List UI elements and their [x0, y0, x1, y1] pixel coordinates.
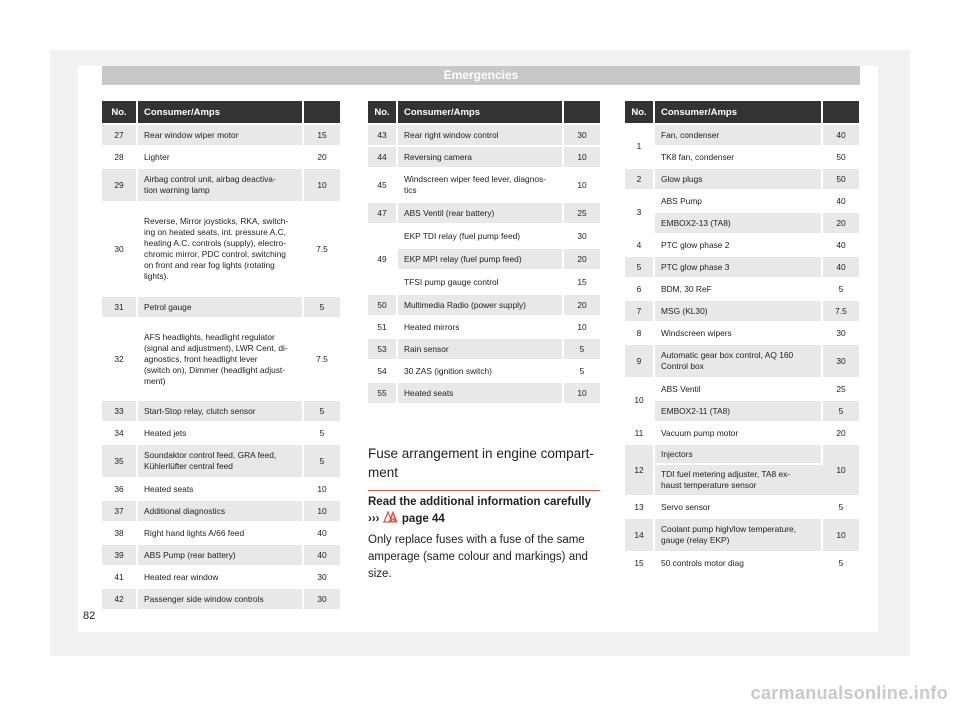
fuse-number: 33: [102, 399, 138, 421]
table-row: [368, 315, 600, 337]
fuse-amps: 20: [564, 247, 600, 269]
fuse-consumer: Glow plugs: [655, 167, 823, 189]
fuse-amps: 10: [564, 381, 600, 403]
table-row: [625, 167, 859, 189]
table-row: [368, 223, 600, 247]
fuse-number: 35: [102, 443, 138, 477]
col-header-no: No.: [102, 101, 138, 123]
fuse-consumer: PTC glow phase 2: [655, 233, 823, 255]
watermark: carmanualsonline.info: [750, 683, 948, 703]
page-number: 82: [83, 610, 96, 622]
table-row: [625, 299, 859, 321]
fuse-amps: 10: [823, 443, 859, 495]
table-row: [625, 377, 859, 399]
table-row: [625, 189, 859, 211]
fuse-number: 13: [625, 495, 655, 517]
fuse-amps: 40: [823, 233, 859, 255]
fuse-amps: 20: [823, 421, 859, 443]
fuse-amps: 30: [823, 343, 859, 377]
fuse-number: 37: [102, 499, 138, 521]
fuse-amps: 40: [304, 543, 340, 565]
section-title: Fuse arrangement in engine compart- ment: [368, 444, 600, 491]
fuse-amps: 5: [304, 421, 340, 443]
fuse-amps: 10: [564, 145, 600, 167]
table-row: [102, 295, 340, 317]
fuse-consumer: Vacuum pump motor: [655, 421, 823, 443]
fuse-number: 41: [102, 565, 138, 587]
col-header-amps: [304, 101, 340, 123]
fuse-consumer: Heated seats: [138, 477, 304, 499]
fuse-number: 42: [102, 587, 138, 609]
table-row: [368, 269, 600, 293]
fuse-consumer: ABS Pump: [655, 189, 823, 211]
fuse-number: 34: [102, 421, 138, 443]
fuse-number: 32: [102, 317, 138, 399]
fuse-amps: 20: [564, 293, 600, 315]
fuse-table-2: [368, 101, 600, 403]
col-header-no: No.: [368, 101, 398, 123]
fuse-amps: 10: [304, 499, 340, 521]
body-text: [368, 494, 600, 583]
fuse-number: 53: [368, 337, 398, 359]
fuse-consumer: Start-Stop relay, clutch sensor: [138, 399, 304, 421]
table-row: [102, 565, 340, 587]
table-row: [102, 443, 340, 477]
fuse-amps: 30: [564, 223, 600, 247]
fuse-consumer: BDM, 30 ReF: [655, 277, 823, 299]
fuse-number: 27: [102, 123, 138, 145]
fuse-consumer: Heated seats: [398, 381, 564, 403]
fuse-amps: 30: [823, 321, 859, 343]
fuse-table-1: [102, 101, 340, 609]
fuse-consumer: Windscreen wipers: [655, 321, 823, 343]
fuse-amps: 5: [564, 359, 600, 381]
fuse-table-3: [625, 101, 859, 573]
fuse-number: 31: [102, 295, 138, 317]
warning-icon: [383, 511, 399, 523]
fuse-amps: 40: [823, 123, 859, 145]
fuse-number: 11: [625, 421, 655, 443]
table-row: [625, 233, 859, 255]
fuse-number: 7: [625, 299, 655, 321]
fuse-consumer: Windscreen wiper feed lever, diagnos- tics: [398, 167, 564, 201]
table-row: [625, 211, 859, 233]
fuse-number: 28: [102, 145, 138, 167]
table-row: [102, 543, 340, 565]
table-row: [102, 201, 340, 295]
fuse-amps: 40: [823, 189, 859, 211]
fuse-consumer: Rear right window control: [398, 123, 564, 145]
table-row: [625, 123, 859, 145]
fuse-consumer: TDI fuel metering adjuster, TA8 ex- haust temperature sensor: [655, 463, 823, 495]
fuse-number: 10: [625, 377, 655, 421]
col-header-amps: [823, 101, 859, 123]
col-header-amps: [564, 101, 600, 123]
table-row: [368, 337, 600, 359]
table-row: [368, 167, 600, 201]
table-row: [625, 399, 859, 421]
fuse-consumer: Additional diagnostics: [138, 499, 304, 521]
fuse-amps: 50: [823, 145, 859, 167]
fuse-number: 43: [368, 123, 398, 145]
fuse-amps: 10: [564, 315, 600, 337]
fuse-amps: 30: [304, 565, 340, 587]
fuse-amps: 40: [823, 255, 859, 277]
fuse-amps: 40: [304, 521, 340, 543]
table-row: [625, 277, 859, 299]
fuse-consumer: EMBOX2-11 (TA8): [655, 399, 823, 421]
fuse-amps: 7.5: [304, 201, 340, 295]
fuse-consumer: EKP MPI relay (fuel pump feed): [398, 247, 564, 269]
table-row: [102, 399, 340, 421]
fuse-amps: 20: [304, 145, 340, 167]
fuse-consumer: Automatic gear box control, AQ 160 Control box: [655, 343, 823, 377]
fuse-consumer: Rear window wiper motor: [138, 123, 304, 145]
fuse-number: 12: [625, 443, 655, 495]
table-row: [625, 145, 859, 167]
fuse-consumer: 50 controls motor diag: [655, 551, 823, 573]
fuse-consumer: Fan, condenser: [655, 123, 823, 145]
table-row: [625, 443, 859, 463]
fuse-amps: 10: [304, 167, 340, 201]
fuse-amps: 5: [823, 277, 859, 299]
table-row: [102, 587, 340, 609]
fuse-number: 39: [102, 543, 138, 565]
arrows-icon: ›››: [368, 513, 380, 525]
fuse-amps: 50: [823, 167, 859, 189]
fuse-consumer: Passenger side window controls: [138, 587, 304, 609]
fuse-number: 49: [368, 223, 398, 293]
table-row: [368, 381, 600, 403]
fuse-consumer: MSG (KL30): [655, 299, 823, 321]
fuse-consumer: 30 ZAS (ignition switch): [398, 359, 564, 381]
fuse-consumer: ABS Ventil: [655, 377, 823, 399]
table-row: [102, 123, 340, 145]
fuse-number: 2: [625, 167, 655, 189]
fuse-amps: 25: [823, 377, 859, 399]
fuse-consumer: Heated rear window: [138, 565, 304, 587]
fuse-number: 4: [625, 233, 655, 255]
table-row: [368, 123, 600, 145]
fuse-consumer: Petrol gauge: [138, 295, 304, 317]
table-row: [368, 359, 600, 381]
fuse-number: 9: [625, 343, 655, 377]
fuse-amps: 30: [304, 587, 340, 609]
fuse-consumer: AFS headlights, headlight regulator (signal and adjustment), LWR Cent, di- agnostics, front headlight lever (switch on), Dimmer (headlight adjust- ment): [138, 317, 304, 399]
fuse-amps: 15: [304, 123, 340, 145]
table-row: [625, 421, 859, 443]
fuse-number: 55: [368, 381, 398, 403]
fuse-consumer: TFSI pump gauge control: [398, 269, 564, 293]
fuse-number: 45: [368, 167, 398, 201]
fuse-number: 8: [625, 321, 655, 343]
col-header-consumer: Consumer/Amps: [138, 101, 304, 123]
table-row: [102, 317, 340, 399]
fuse-consumer: Airbag control unit, airbag deactiva- tion warning lamp: [138, 167, 304, 201]
fuse-consumer: Lighter: [138, 145, 304, 167]
table-row: [368, 201, 600, 223]
fuse-number: 30: [102, 201, 138, 295]
fuse-amps: 5: [823, 399, 859, 421]
fuse-number: 1: [625, 123, 655, 167]
section-header: Emergencies: [102, 66, 860, 85]
fuse-number: 5: [625, 255, 655, 277]
fuse-amps: 5: [823, 551, 859, 573]
table-row: [368, 247, 600, 269]
table-row: [625, 517, 859, 551]
table-row: [102, 167, 340, 201]
fuse-amps: 5: [304, 443, 340, 477]
fuse-number: 38: [102, 521, 138, 543]
fuse-consumer: Coolant pump high/low temperature, gauge (relay EKP): [655, 517, 823, 551]
read-more-note: Read the additional information carefully: [368, 496, 592, 508]
col-header-consumer: Consumer/Amps: [398, 101, 564, 123]
page-ref-link[interactable]: page 44: [401, 513, 445, 525]
fuse-consumer: ABS Pump (rear battery): [138, 543, 304, 565]
table-row: [102, 145, 340, 167]
fuse-number: 6: [625, 277, 655, 299]
page-reference[interactable]: [368, 511, 600, 528]
table-row: [625, 321, 859, 343]
fuse-amps: 20: [823, 211, 859, 233]
fuse-consumer: Multimedia Radio (power supply): [398, 293, 564, 315]
fuse-number: 36: [102, 477, 138, 499]
fuse-amps: 10: [304, 477, 340, 499]
fuse-amps: 10: [823, 517, 859, 551]
fuse-consumer: Soundaktor control feed, GRA feed, Kühlerlüfter central feed: [138, 443, 304, 477]
fuse-consumer: ABS Ventil (rear battery): [398, 201, 564, 223]
body-paragraph: Only replace fuses with a fuse of the same amperage (same colour and markings) and size.: [368, 534, 588, 580]
fuse-consumer: Injectors: [655, 443, 823, 463]
fuse-amps: 5: [304, 399, 340, 421]
fuse-number: 51: [368, 315, 398, 337]
fuse-consumer: EKP TDI relay (fuel pump feed): [398, 223, 564, 247]
table-row: [102, 521, 340, 543]
fuse-amps: 30: [564, 123, 600, 145]
table-row: [368, 293, 600, 315]
table-row: [625, 551, 859, 573]
fuse-number: 54: [368, 359, 398, 381]
fuse-consumer: Right hand lights A/66 feed: [138, 521, 304, 543]
fuse-consumer: Reverse, Mirror joysticks, RKA, switch- ing on heated seats, int. pressure A.C, heating A.C. controls (supply), electro- chromic mirror, PDC control, switching on front and rear fog lights (rotating lights).: [138, 201, 304, 295]
table-row: [102, 477, 340, 499]
fuse-number: 50: [368, 293, 398, 315]
table-row: [368, 145, 600, 167]
table-row: [625, 495, 859, 517]
fuse-number: 47: [368, 201, 398, 223]
fuse-number: 44: [368, 145, 398, 167]
fuse-consumer: Rain sensor: [398, 337, 564, 359]
fuse-amps: 5: [304, 295, 340, 317]
fuse-amps: 15: [564, 269, 600, 293]
fuse-amps: 5: [823, 495, 859, 517]
fuse-consumer: TK8 fan, condenser: [655, 145, 823, 167]
fuse-amps: 5: [564, 337, 600, 359]
fuse-number: 14: [625, 517, 655, 551]
fuse-consumer: Heated jets: [138, 421, 304, 443]
fuse-consumer: EMBOX2-13 (TA8): [655, 211, 823, 233]
fuse-number: 3: [625, 189, 655, 233]
fuse-amps: 7.5: [304, 317, 340, 399]
fuse-amps: 10: [564, 167, 600, 201]
col-header-no: No.: [625, 101, 655, 123]
fuse-consumer: Servo sensor: [655, 495, 823, 517]
fuse-consumer: Reversing camera: [398, 145, 564, 167]
table-row: [625, 255, 859, 277]
fuse-consumer: PTC glow phase 3: [655, 255, 823, 277]
table-row: [625, 343, 859, 377]
col-header-consumer: Consumer/Amps: [655, 101, 823, 123]
table-row: [102, 499, 340, 521]
fuse-number: 29: [102, 167, 138, 201]
fuse-consumer: Heated mirrors: [398, 315, 564, 337]
table-row: [102, 421, 340, 443]
fuse-amps: 25: [564, 201, 600, 223]
fuse-amps: 7.5: [823, 299, 859, 321]
fuse-number: 15: [625, 551, 655, 573]
